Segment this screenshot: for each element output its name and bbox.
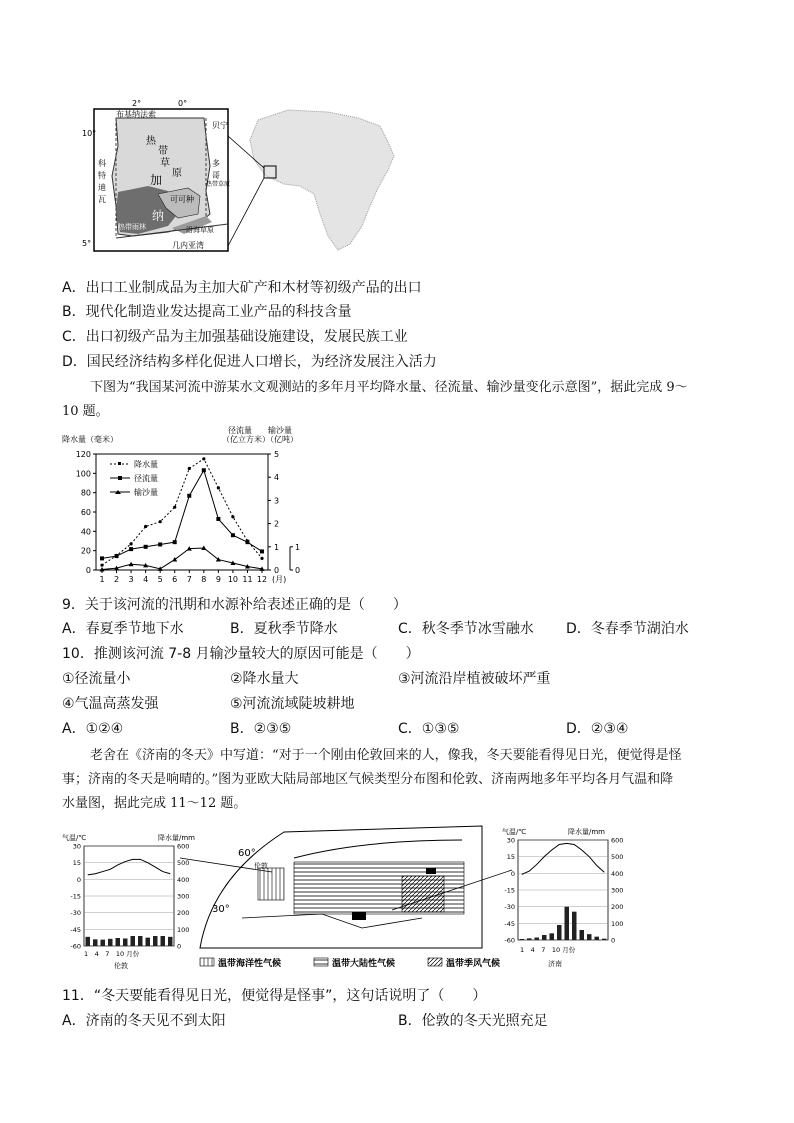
benin-label: 贝宁	[212, 121, 228, 130]
runoff-point	[187, 494, 191, 498]
jinan-temp-tick: -60	[504, 936, 515, 945]
jinan-precip-bar	[542, 935, 547, 940]
savanna-label-3: 草	[160, 158, 170, 169]
climate-figure-svg	[62, 818, 622, 978]
climate-legend	[200, 957, 500, 969]
q9-option-a: A．春夏季节地下水	[62, 621, 184, 637]
q11-option-b: B．伦敦的冬天光照充足	[398, 1013, 548, 1029]
q8-option-d: D．国民经济结构多样化促进人口增长，为经济发展注入活力	[62, 354, 437, 370]
q10-item-4: ④气温高蒸发强	[62, 696, 159, 712]
left-tick-label: 80	[80, 488, 91, 498]
coastal-label: 沿海草原	[186, 226, 214, 234]
runoff-point	[100, 556, 104, 560]
jinan-precip-bar	[602, 939, 607, 940]
london-temp-curve	[88, 859, 171, 875]
ghana-map-figure	[82, 96, 408, 256]
left-tick-label: 40	[80, 527, 91, 537]
runoff-point	[129, 547, 133, 551]
london-precip-bar	[131, 936, 136, 946]
legend-monsoon: 温带季风气候	[446, 959, 501, 969]
jinan-months: 1 4 7 10 月份	[520, 946, 576, 954]
runoff-point	[216, 517, 220, 521]
london-precip-tick: 500	[177, 859, 190, 868]
lon-0-label: 0°	[178, 99, 188, 108]
hydrology-chart-svg	[62, 424, 302, 586]
precip-point	[129, 542, 132, 545]
savanna-label-2: 带	[158, 146, 168, 157]
runoff-point	[245, 540, 249, 544]
plot-frame	[96, 454, 268, 570]
x-tick-label: 2	[113, 575, 120, 584]
london-precip-bar	[168, 937, 173, 946]
jinan-precip-bar	[587, 934, 592, 940]
lon-2w-label: 2°	[132, 99, 142, 108]
jinan-precip-bar	[527, 938, 532, 940]
hydrology-chart	[62, 424, 302, 586]
jinan-precip-tick: 400	[611, 869, 624, 878]
q10-option-a: A．①②④	[62, 721, 124, 737]
london-precip-tick: 200	[177, 909, 190, 918]
x-unit-label: (月)	[272, 575, 287, 584]
jinan-precip-label: 降水量/mm	[568, 828, 605, 836]
runoff-point	[173, 540, 177, 544]
london-precip-bar	[146, 938, 151, 946]
ivory-label-4: 瓦	[98, 195, 106, 204]
jinan-temp-tick: -45	[504, 919, 515, 928]
london-temp-tick: -45	[70, 925, 81, 934]
precip-point	[217, 486, 220, 489]
savanna-label-1: 热	[146, 136, 156, 147]
jinan-precip-bar	[565, 907, 570, 940]
jinan-temp-tick: 0	[510, 869, 515, 878]
ivory-label-2: 特	[98, 171, 106, 180]
jinan-temp-tick: -30	[504, 903, 515, 912]
london-temp-tick: -30	[70, 909, 81, 918]
q11-stem: 11．“冬天要能看得见日光，便觉得是怪事”，这句话说明了（ ）	[62, 988, 487, 1004]
q11-option-a: A．济南的冬天见不到太阳	[62, 1013, 226, 1029]
lat-30-label: 30°	[212, 904, 230, 915]
jinan-precip-tick: 600	[611, 836, 624, 845]
jinan-precip-bar	[550, 933, 555, 940]
series-line-1	[102, 459, 262, 565]
x-tick-label: 10	[227, 575, 239, 584]
jinan-precip-tick: 200	[611, 903, 624, 912]
sediment-axis-title-1: 输沙量	[268, 426, 292, 435]
q9-option-d: D．冬春季节湖泊水	[566, 621, 689, 637]
runoff-tick-label: 5	[274, 450, 280, 459]
runoff-axis-title-1: 径流量	[228, 426, 252, 435]
runoff-tick-label: 0	[274, 566, 280, 575]
intro-9-10-line1: 下图为“我国某河流中游某水文观测站的多年月平均降水量、径流量、输沙量变化示意图”，据此完成 9～	[90, 380, 688, 395]
locator-line-bottom	[228, 178, 264, 246]
jinan-precip-bar	[520, 939, 525, 940]
x-tick-label: 8	[201, 575, 207, 584]
london-temp-tick: -15	[70, 892, 81, 901]
left-tick-label: 60	[80, 508, 91, 517]
runoff-point	[158, 542, 162, 546]
legend-continental: 温带大陆性气候	[332, 959, 396, 969]
jinan-precip-bar	[557, 925, 562, 940]
london-temp-tick: 0	[76, 875, 81, 884]
london-precip-tick: 100	[177, 925, 190, 934]
left-tick-label: 100	[75, 469, 91, 479]
q9-option-c: C．秋冬季节冰雪融水	[398, 621, 534, 637]
runoff-point	[260, 549, 264, 553]
london-precip-bar	[86, 937, 91, 946]
london-precip-tick: 0	[177, 942, 182, 951]
q10-item-3: ③河流沿岸植被破坏严重	[398, 671, 551, 687]
london-precip-bar	[93, 939, 98, 946]
q10-option-b: B．②③⑤	[230, 721, 292, 737]
london-temp-tick: -60	[70, 942, 81, 951]
x-tick-label: 5	[157, 575, 163, 584]
london-precip-tick: 600	[177, 842, 190, 851]
london-precip-tick: 300	[177, 892, 190, 901]
london-temp-label: 气温/℃	[62, 834, 87, 842]
legend-sediment: 输沙量	[134, 488, 158, 497]
runoff-tick-label: 3	[274, 496, 280, 506]
legend-runoff: 径流量	[134, 474, 158, 483]
london-precip-bar	[138, 936, 143, 946]
q8-option-c: C．出口初级产品为主加强基础设施建设，发展民族工业	[62, 329, 408, 345]
lat-60-label: 60°	[238, 848, 256, 859]
left-tick-label: 120	[75, 450, 91, 459]
burkina-label: 布基纳法索	[116, 110, 156, 119]
q10-stem: 10．推测该河流 7-8 月输沙量较大的原因可能是（ ）	[62, 646, 420, 662]
jinan-precip-bar	[535, 938, 540, 941]
jinan-precip-tick: 0	[611, 936, 616, 945]
jinan-precip-bar	[580, 930, 585, 940]
jinan-precip-tick: 300	[611, 886, 624, 895]
left-tick-label: 20	[80, 546, 91, 556]
london-precip-tick: 400	[177, 875, 190, 884]
ghana-label-2: 纳	[152, 209, 165, 223]
x-tick-label: 3	[128, 575, 134, 584]
q8-option-a: A．出口工业制成品为主加大矿产和木材等初级产品的出口	[62, 280, 422, 296]
sediment-axis-title-2: （亿吨）	[266, 435, 298, 444]
ghana-map-svg	[82, 96, 408, 256]
precip-point	[202, 457, 205, 460]
rainforest-label: 热带雨林	[118, 223, 146, 231]
sediment-tick-label: 1	[295, 542, 301, 552]
precip-point	[260, 557, 263, 560]
africa-map	[250, 110, 394, 250]
london-months: 1 4 7 10 月份	[84, 950, 140, 958]
jinan-temp-label: 气温/℃	[502, 828, 527, 836]
runoff-point	[231, 533, 235, 537]
q9-option-b: B．夏秋季节降水	[230, 621, 338, 637]
savanna-label-4: 原	[172, 168, 182, 179]
q9-stem: 9．关于该河流的汛期和水源补给表述正确的是（ ）	[62, 597, 407, 613]
eurasia-climate-map	[180, 826, 512, 948]
ghana-label-1: 加	[150, 173, 163, 187]
intro-9-10-line2: 10 题。	[62, 404, 109, 419]
london-precip-bar	[116, 938, 121, 946]
savanna-small-label: 热带草原	[206, 181, 231, 188]
jinan-temp-curve	[522, 843, 605, 874]
runoff-point	[144, 545, 148, 549]
q10-option-c: C．①③⑤	[398, 721, 460, 737]
london-precip-label: 降水量/mm	[158, 834, 195, 842]
jinan-name: 济南	[548, 960, 562, 968]
q10-item-1: ①径流量小	[62, 671, 131, 687]
london-temp-tick: 30	[72, 842, 81, 851]
precip-point	[231, 515, 234, 518]
jinan-precip-bar	[595, 937, 600, 940]
togo-label-2: 哥	[212, 171, 220, 180]
precip-point	[159, 520, 162, 523]
intro-11-12-line2: 事；济南的冬天是响晴的。”图为亚欧大陆局部地区气候类型分布图和伦敦、济南两地多年平均各月气温和降	[62, 772, 674, 787]
q10-item-5: ⑤河流流域陡坡耕地	[230, 696, 355, 712]
jinan-temp-tick: 30	[506, 836, 515, 845]
london-precip-bar	[153, 936, 158, 946]
london-name: 伦敦	[114, 962, 128, 970]
london-precip-bar	[123, 939, 128, 947]
map-city-label: 伦敦	[254, 862, 268, 870]
intro-11-12-line3: 水量图，据此完成 11～12 题。	[62, 796, 247, 811]
hydro-legend	[110, 459, 158, 497]
london-precip-bar	[101, 940, 106, 946]
jinan-temp-tick: -15	[504, 886, 515, 895]
q10-option-d: D．②③④	[566, 721, 629, 737]
runoff-point	[115, 554, 119, 558]
runoff-axis-title-2: （亿立方米）	[222, 435, 270, 444]
oceanic-climate-area	[258, 868, 284, 900]
left-axis-title: 降水量（毫米）	[62, 435, 118, 444]
x-tick-label: 4	[143, 575, 149, 584]
ivory-label-3: 迪	[98, 183, 106, 192]
jinan-precip-tick: 100	[611, 919, 624, 928]
x-tick-label: 7	[186, 575, 192, 584]
monsoon-climate-area	[402, 876, 444, 912]
sediment-tick-label: 0	[295, 566, 301, 575]
lat-10-label: 10°	[82, 129, 97, 138]
intro-11-12-line1: 老舍在《济南的冬天》中写道：“对于一个刚由伦敦回来的人，像我，冬天要能看得见日光，便觉得是怪	[90, 748, 682, 763]
london-temp-tick: 15	[72, 859, 81, 868]
x-tick-label: 1	[99, 575, 105, 584]
left-tick-label: 0	[85, 566, 91, 575]
jinan-precip-tick: 500	[611, 853, 624, 862]
series-line-2	[102, 470, 262, 558]
lat-5-label: 5°	[82, 239, 92, 248]
x-tick-label: 9	[215, 575, 221, 584]
togo-label-1: 多	[212, 159, 220, 168]
runoff-tick-label: 1	[274, 542, 280, 552]
runoff-point	[202, 468, 206, 472]
precip-point	[100, 564, 103, 567]
runoff-tick-label: 4	[274, 473, 280, 483]
climate-figure	[62, 818, 622, 978]
ivory-label-1: 科	[98, 159, 106, 168]
london-precip-bar	[161, 936, 166, 946]
q10-item-2: ②降水量大	[230, 671, 299, 687]
cocoa-label: 可可种	[170, 195, 194, 204]
x-tick-label: 6	[172, 575, 178, 584]
legend-precip: 降水量	[134, 460, 158, 469]
london-precip-bar	[108, 939, 113, 946]
runoff-tick-label: 2	[274, 519, 280, 529]
jinan-precip-bar	[572, 912, 577, 940]
q8-option-b: B．现代化制造业发达提高工业产品的科技含量	[62, 304, 352, 320]
precip-point	[173, 506, 176, 509]
legend-oceanic: 温带海洋性气候	[218, 959, 282, 969]
x-tick-label: 11	[242, 575, 253, 584]
precip-point	[144, 525, 147, 528]
precip-point	[188, 467, 191, 470]
x-tick-label: 12	[256, 575, 268, 584]
gulf-label: 几内亚湾	[172, 241, 204, 250]
jinan-temp-tick: 15	[506, 853, 515, 862]
